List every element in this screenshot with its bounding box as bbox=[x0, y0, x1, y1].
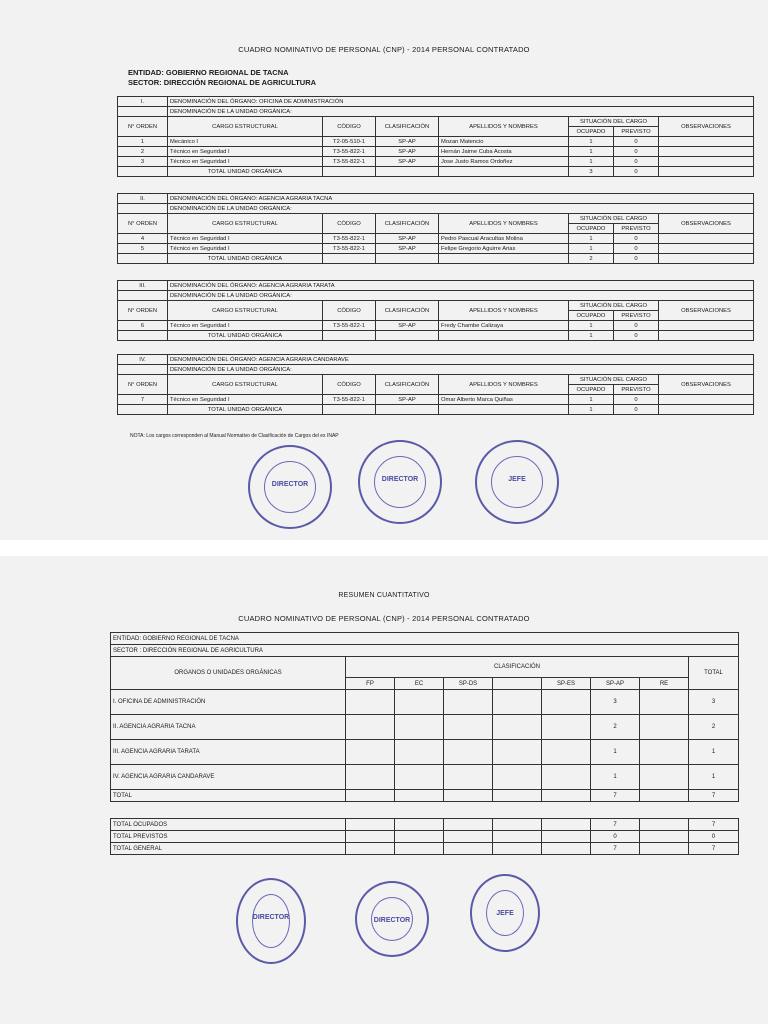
summary-entidad: ENTIDAD: GOBIERNO REGIONAL DE TACNA bbox=[111, 633, 739, 645]
section-number: III. bbox=[118, 281, 168, 291]
table-row: III. AGENCIA AGRARIA TARATA 1 1 bbox=[111, 740, 739, 765]
col-header bbox=[493, 678, 542, 690]
table-row: TOTAL GENERAL 7 7 bbox=[111, 843, 739, 855]
section-table: IV. DENOMINACIÓN DEL ÓRGANO: AGENCIA AGRARIA CANDARAVE DENOMINACIÓN DE LA UNIDAD ORGÁNICA: N° ORDEN CARGO ESTRUCTURAL CÓDIGO CLASIFICACIÓN APELLIDOS Y NOMBRES SITUACIÓN DEL CARGO OBSERVACIONES OCUPADO PREVISTO 7 Técnico en Seguridad I T3-55-822-1 SP-AP Omar Alberto Marca Quiñas 1 0 TOTAL UNIDAD ORGÁNICA 1 0 bbox=[117, 354, 754, 415]
table-row: 7 Técnico en Seguridad I T3-55-822-1 SP-AP Omar Alberto Marca Quiñas 1 0 bbox=[118, 395, 754, 405]
section-organo: DENOMINACIÓN DEL ÓRGANO: OFICINA DE ADMINISTRACIÓN bbox=[168, 97, 754, 107]
col-header: EC bbox=[395, 678, 444, 690]
section-organo: DENOMINACIÓN DEL ÓRGANO: AGENCIA AGRARIA TARATA bbox=[168, 281, 754, 291]
total-row: TOTAL 7 7 bbox=[111, 790, 739, 802]
section-table: I. DENOMINACIÓN DEL ÓRGANO: OFICINA DE ADMINISTRACIÓN DENOMINACIÓN DE LA UNIDAD ORGÁNICA: N° ORDEN CARGO ESTRUCTURAL CÓDIGO CLASIFICACIÓN APELLIDOS Y NOMBRES SITUACIÓN DEL CARGO OBSERVACIONES OCUPADO PREVISTO 1 Mecánico I T2-05-510-1 SP-AP Mozan Matencio 1 0 2 Técnico en Seguridad I T3-55-822-1 SP-AP Hernán Jaime Cuba Acosta 1 0 3 Técnico en Seguridad I T3-55-822-1 SP-AP Jose Justo Ramos Ordoñez 1 0 TOTAL UNIDAD ORGÁNICA 3 0 bbox=[117, 96, 754, 177]
page2-subtitle: RESUMEN CUANTITATIVO bbox=[338, 592, 430, 599]
table-row: II. AGENCIA AGRARIA TACNA 2 2 bbox=[111, 715, 739, 740]
organos-header: ORGANOS O UNIDADES ORGÁNICAS bbox=[111, 657, 346, 690]
table-row: 1 Mecánico I T2-05-510-1 SP-AP Mozan Matencio 1 0 bbox=[118, 137, 754, 147]
official-seal-3: JEFE bbox=[475, 440, 559, 524]
section-table: II. DENOMINACIÓN DEL ÓRGANO: AGENCIA AGRARIA TACNA DENOMINACIÓN DE LA UNIDAD ORGÁNICA: N° ORDEN CARGO ESTRUCTURAL CÓDIGO CLASIFICACIÓN APELLIDOS Y NOMBRES SITUACIÓN DEL CARGO OBSERVACIONES OCUPADO PREVISTO 4 Técnico en Seguridad I T3-55-822-1 SP-AP Pedro Pascual Aracultas Molina 1 0 5 Técnico en Seguridad I T3-55-822-1 SP-AP Felipe Gregorio Aguirre Arias 1 0 TOTAL UNIDAD ORGÁNICA 2 0 bbox=[117, 193, 754, 264]
section-total-row: TOTAL UNIDAD ORGÁNICA 2 0 bbox=[118, 254, 754, 264]
col-header: SP-ES bbox=[542, 678, 591, 690]
totals-table bbox=[110, 818, 739, 855]
official-seal-1: DIRECTOR bbox=[248, 445, 332, 529]
table-row: I. OFICINA DE ADMINISTRACIÓN 3 3 bbox=[111, 690, 739, 715]
col-header: SP-DS bbox=[444, 678, 493, 690]
summary-table bbox=[110, 632, 739, 802]
table-row: 5 Técnico en Seguridad I T3-55-822-1 SP-AP Felipe Gregorio Aguirre Arias 1 0 bbox=[118, 244, 754, 254]
page1-nota: NOTA: Los cargos corresponden al Manual Normativo de Clasificación de Cargos del ex INAP bbox=[130, 433, 339, 439]
official-seal-6: JEFE bbox=[470, 874, 540, 952]
clasificacion-header: CLASIFICACIÓN bbox=[346, 657, 689, 678]
section-number: II. bbox=[118, 194, 168, 204]
section-total-row: TOTAL UNIDAD ORGÁNICA 3 0 bbox=[118, 167, 754, 177]
table-row: IV. AGENCIA AGRARIA CANDARAVE 1 1 bbox=[111, 765, 739, 790]
table-row: 6 Técnico en Seguridad I T3-55-822-1 SP-AP Fredy Chambe Calizaya 1 0 bbox=[118, 321, 754, 331]
official-seal-4: DIRECTOR bbox=[236, 878, 306, 964]
section-organo: DENOMINACIÓN DEL ÓRGANO: AGENCIA AGRARIA CANDARAVE bbox=[168, 355, 754, 365]
page1-entidad: ENTIDAD: GOBIERNO REGIONAL DE TACNA bbox=[128, 68, 289, 77]
section-total-row: TOTAL UNIDAD ORGÁNICA 1 0 bbox=[118, 331, 754, 341]
table-row: TOTAL OCUPADOS 7 7 bbox=[111, 819, 739, 831]
official-seal-2: DIRECTOR bbox=[358, 440, 442, 524]
table-row: 3 Técnico en Seguridad I T3-55-822-1 SP-AP Jose Justo Ramos Ordoñez 1 0 bbox=[118, 157, 754, 167]
section-total-row: TOTAL UNIDAD ORGÁNICA 1 0 bbox=[118, 405, 754, 415]
document-page-2 bbox=[0, 556, 768, 1024]
page1-title: CUADRO NOMINATIVO DE PERSONAL (CNP) - 2014 PERSONAL CONTRATADO bbox=[238, 45, 530, 54]
table-row: 4 Técnico en Seguridad I T3-55-822-1 SP-AP Pedro Pascual Aracultas Molina 1 0 bbox=[118, 234, 754, 244]
section-number: IV. bbox=[118, 355, 168, 365]
page1-sector: SECTOR: DIRECCIÓN REGIONAL DE AGRICULTURA bbox=[128, 78, 317, 87]
page2-title: CUADRO NOMINATIVO DE PERSONAL (CNP) - 2014 PERSONAL CONTRATADO bbox=[238, 614, 530, 623]
table-row: 2 Técnico en Seguridad I T3-55-822-1 SP-AP Hernán Jaime Cuba Acosta 1 0 bbox=[118, 147, 754, 157]
total-header: TOTAL bbox=[689, 657, 739, 690]
col-header: RE bbox=[640, 678, 689, 690]
section-table: III. DENOMINACIÓN DEL ÓRGANO: AGENCIA AGRARIA TARATA DENOMINACIÓN DE LA UNIDAD ORGÁNICA: N° ORDEN CARGO ESTRUCTURAL CÓDIGO CLASIFICACIÓN APELLIDOS Y NOMBRES SITUACIÓN DEL CARGO OBSERVACIONES OCUPADO PREVISTO 6 Técnico en Seguridad I T3-55-822-1 SP-AP Fredy Chambe Calizaya 1 0 TOTAL UNIDAD ORGÁNICA 1 0 bbox=[117, 280, 754, 341]
table-row: TOTAL PREVISTOS 0 0 bbox=[111, 831, 739, 843]
summary-sector: SECTOR : DIRECCIÓN REGIONAL DE AGRICULTURA bbox=[111, 645, 739, 657]
section-number: I. bbox=[118, 97, 168, 107]
col-header: FP bbox=[346, 678, 395, 690]
section-organo: DENOMINACIÓN DEL ÓRGANO: AGENCIA AGRARIA TACNA bbox=[168, 194, 754, 204]
col-header: SP-AP bbox=[591, 678, 640, 690]
official-seal-5: DIRECTOR bbox=[355, 881, 429, 957]
